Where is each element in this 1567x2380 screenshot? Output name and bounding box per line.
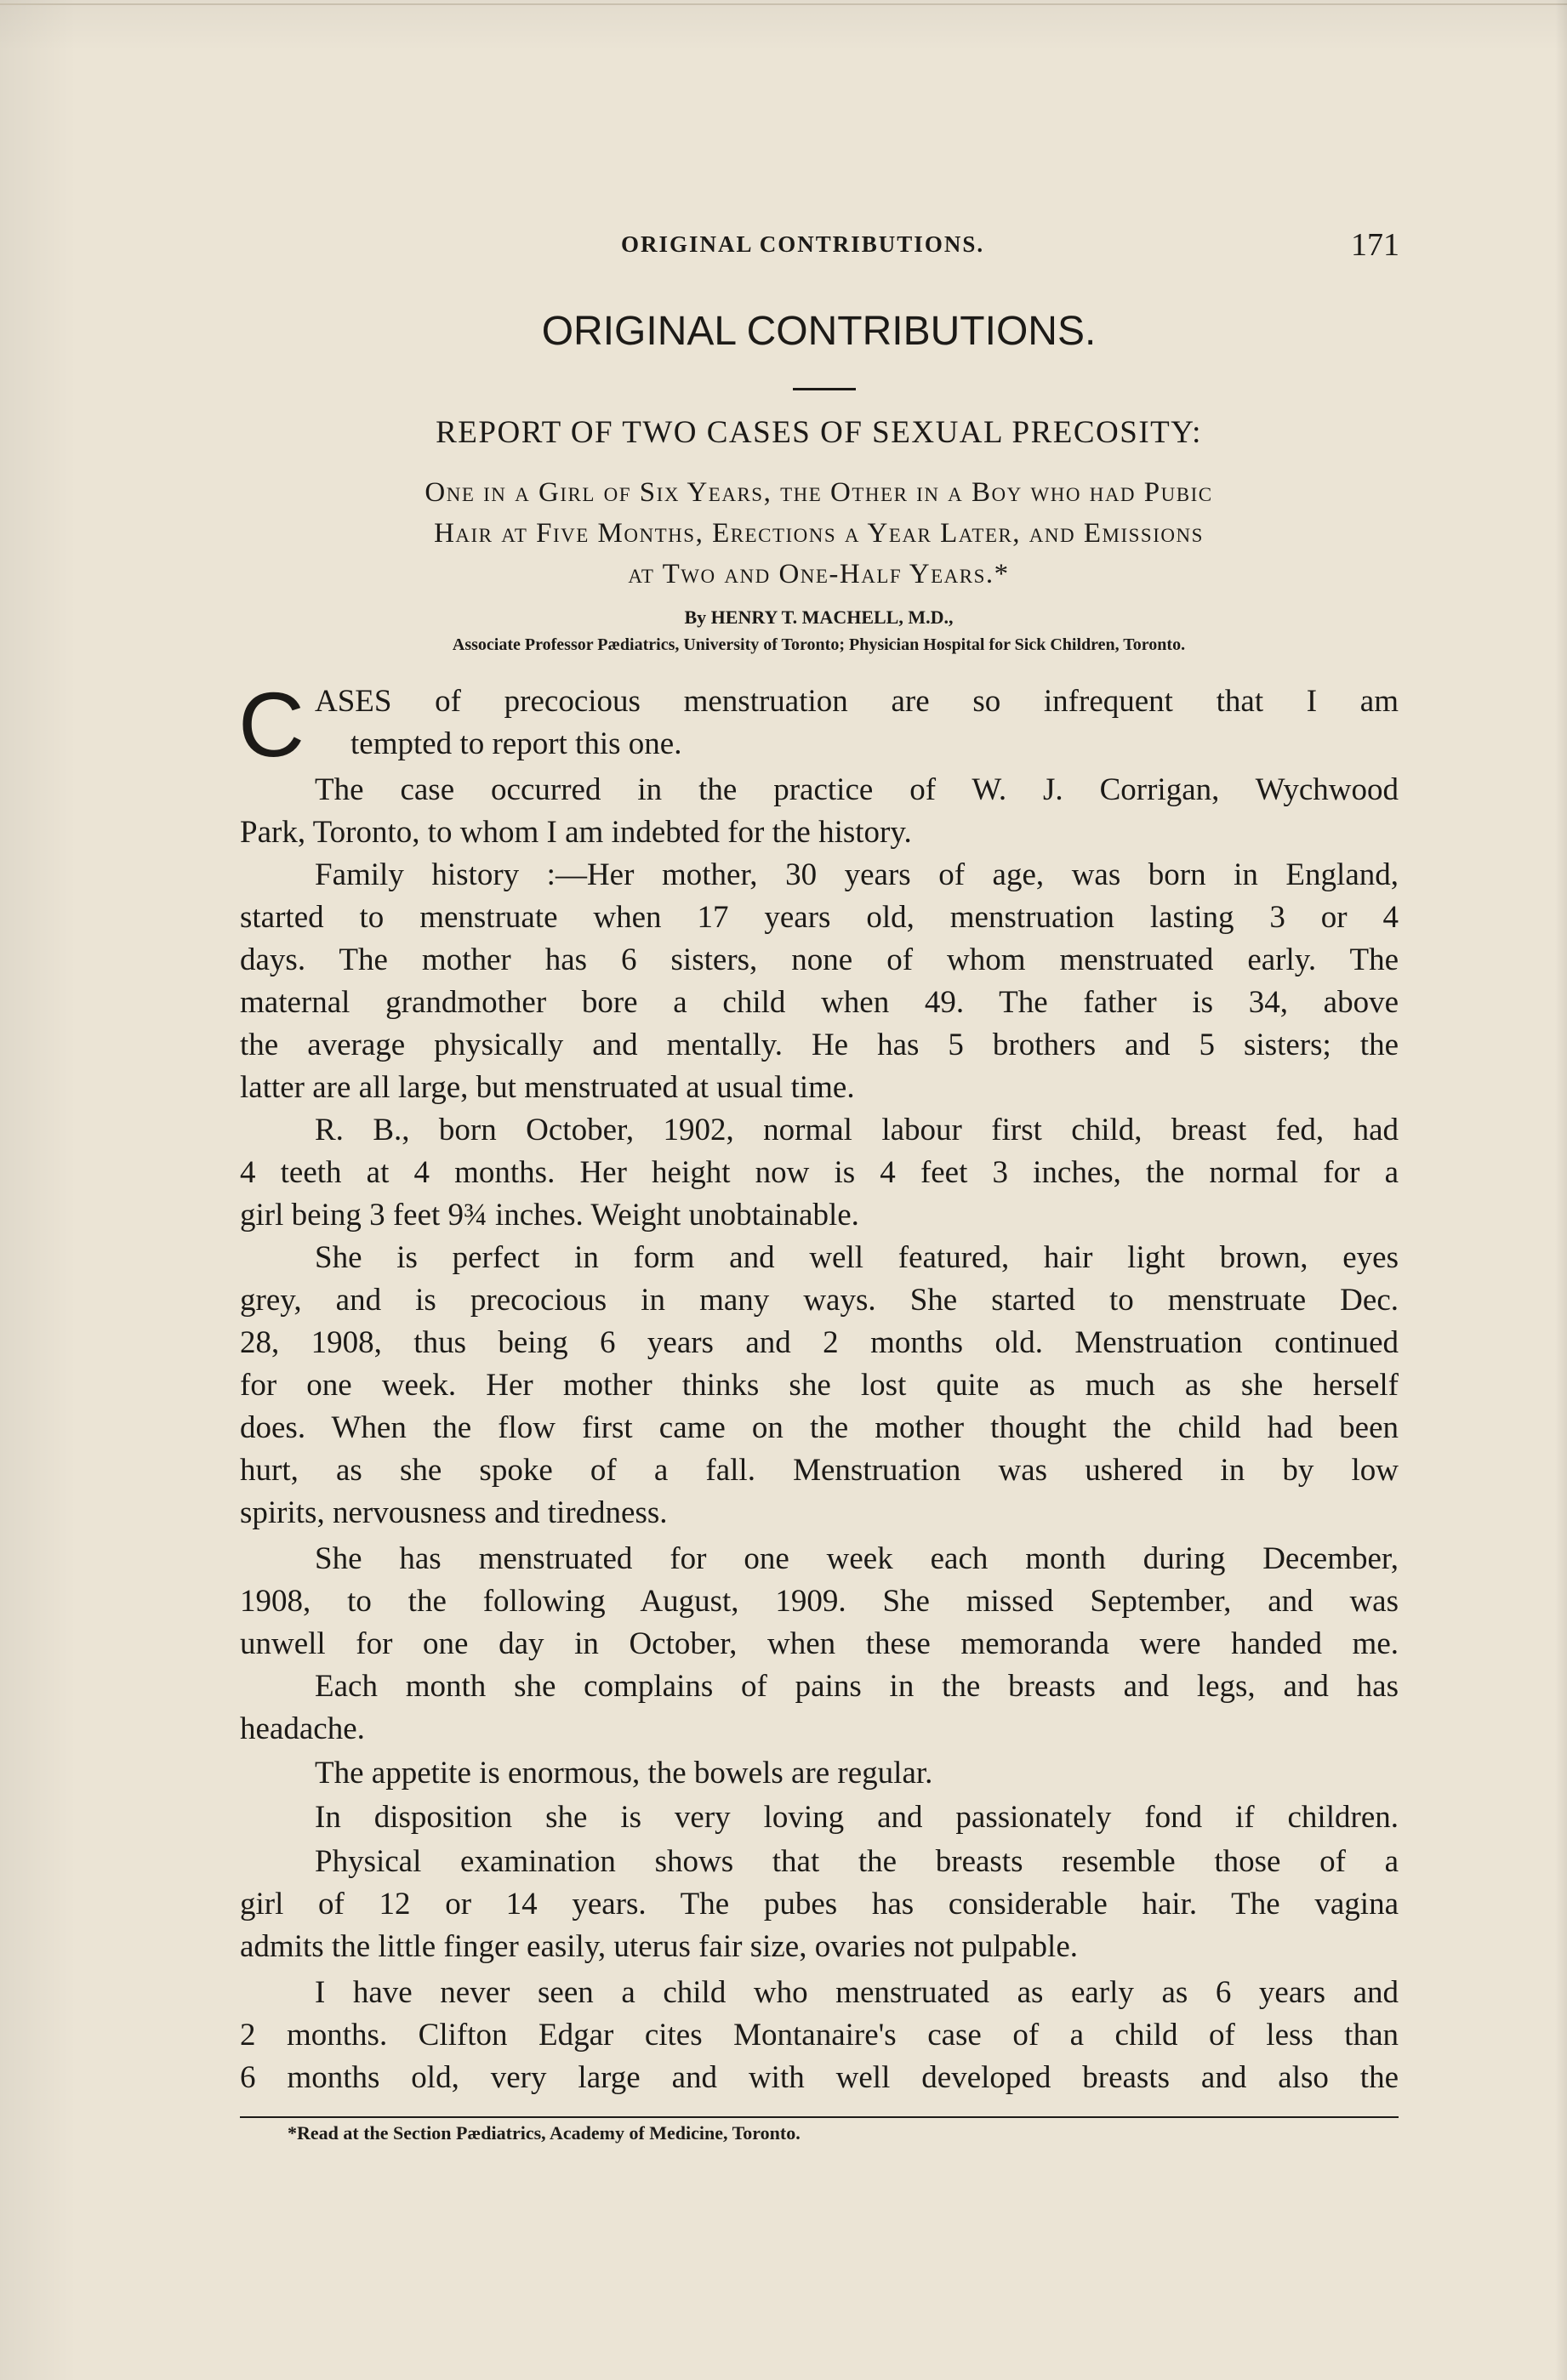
text-line: does. When the flow first came on the mother thought the child had been	[240, 1410, 1399, 1445]
text-line: 28, 1908, thus being 6 years and 2 months old. Menstruation continued	[240, 1325, 1399, 1360]
paragraph-3	[240, 854, 1399, 1109]
text-line: ASES of precocious menstruation are so infrequent that I am	[315, 684, 1399, 719]
text-line: 4 teeth at 4 months. Her height now is 4 feet 3 inches, the normal for a	[240, 1155, 1399, 1190]
article-body	[238, 673, 1399, 2099]
paragraph-9	[240, 1796, 1399, 1839]
page-number: 171	[1351, 227, 1399, 263]
subtitle-line: One in a Girl of Six Years, the Other in a Boy who had Pubic	[425, 477, 1213, 508]
text-line: Each month she complains of pains in the breasts and legs, and has	[315, 1669, 1399, 1704]
running-head-title: ORIGINAL CONTRIBUTIONS.	[621, 231, 985, 257]
report-subtitle	[238, 472, 1399, 595]
text-line: unwell for one day in October, when these memoranda were handed me.	[240, 1626, 1399, 1661]
drop-cap: C	[238, 673, 305, 776]
text-line: days. The mother has 6 sisters, none of whom menstruated early. The	[240, 942, 1399, 977]
text-line: R. B., born October, 1902, normal labour first child, breast fed, had	[315, 1113, 1399, 1147]
text-line: tempted to report this one.	[350, 726, 682, 761]
page-edge-shadow	[1555, 0, 1567, 2380]
text-line: The case occurred in the practice of W. J. Corrigan, Wychwood	[315, 772, 1399, 807]
top-edge-rule	[0, 3, 1567, 5]
author-byline: By HENRY T. MACHELL, M.D.,	[684, 606, 954, 628]
text-line: the average physically and mentally. He has 5 brothers and 5 sisters; the	[240, 1028, 1399, 1062]
subtitle-line: Hair at Five Months, Erections a Year Later, and Emissions	[434, 518, 1204, 549]
text-line: In disposition she is very loving and passionately fond if children.	[315, 1800, 1399, 1835]
author-affiliation: Associate Professor Pædiatrics, University of Toronto; Physician Hospital for Sick Children, Toronto.	[452, 635, 1186, 654]
title-divider	[793, 388, 856, 390]
text-line: Family history :—Her mother, 30 years of age, was born in England,	[315, 857, 1399, 892]
paragraph-8	[240, 1752, 1399, 1795]
paragraph-1	[238, 673, 1399, 776]
paragraph-5	[240, 1237, 1399, 1534]
text-line: latter are all large, but menstruated at usual time.	[240, 1070, 855, 1105]
text-line: girl of 12 or 14 years. The pubes has considerable hair. The vagina	[240, 1887, 1399, 1922]
subtitle-line: at Two and One-Half Years.*	[628, 559, 1010, 589]
section-title: ORIGINAL CONTRIBUTIONS.	[541, 309, 1097, 354]
footnote: *Read at the Section Pædiatrics, Academy of Medicine, Toronto.	[288, 2122, 801, 2144]
text-line: She has menstruated for one week each month during December,	[315, 1541, 1399, 1576]
report-title: REPORT OF TWO CASES OF SEXUAL PRECOSITY:	[436, 415, 1202, 450]
text-line: spirits, nervousness and tiredness.	[240, 1495, 668, 1530]
text-line: headache.	[240, 1711, 365, 1746]
text-line: 6 months old, very large and with well developed breasts and also the	[240, 2060, 1399, 2095]
text-line: I have never seen a child who menstruated as early as 6 years and	[315, 1975, 1399, 2010]
paragraph-4	[240, 1109, 1399, 1237]
paragraph-11	[240, 1972, 1399, 2099]
paragraph-6	[240, 1538, 1399, 1665]
paragraph-10	[240, 1841, 1399, 1968]
text-line: She is perfect in form and well featured, hair light brown, eyes	[315, 1240, 1399, 1275]
running-head	[238, 228, 1399, 265]
paragraph-7	[240, 1665, 1399, 1751]
text-line: maternal grandmother bore a child when 49. The father is 34, above	[240, 985, 1399, 1020]
text-line: 1908, to the following August, 1909. She missed September, and was	[240, 1584, 1399, 1619]
footnote-rule	[240, 2116, 1399, 2118]
text-line: grey, and is precocious in many ways. She started to menstruate Dec.	[240, 1283, 1399, 1318]
text-line: Park, Toronto, to whom I am indebted for the history.	[240, 815, 912, 850]
text-line: Physical examination shows that the breasts resemble those of a	[315, 1844, 1399, 1879]
paragraph-2	[240, 769, 1399, 854]
text-line: started to menstruate when 17 years old, menstruation lasting 3 or 4	[240, 900, 1399, 935]
text-line: The appetite is enormous, the bowels are regular.	[315, 1756, 933, 1791]
text-line: 2 months. Clifton Edgar cites Montanaire's case of a child of less than	[240, 2018, 1399, 2053]
text-line: for one week. Her mother thinks she lost quite as much as she herself	[240, 1368, 1399, 1403]
text-line: girl being 3 feet 9¾ inches. Weight unobtainable.	[240, 1198, 859, 1233]
text-line: hurt, as she spoke of a fall. Menstruation was ushered in by low	[240, 1453, 1399, 1488]
text-line: admits the little finger easily, uterus fair size, ovaries not pulpable.	[240, 1929, 1078, 1964]
